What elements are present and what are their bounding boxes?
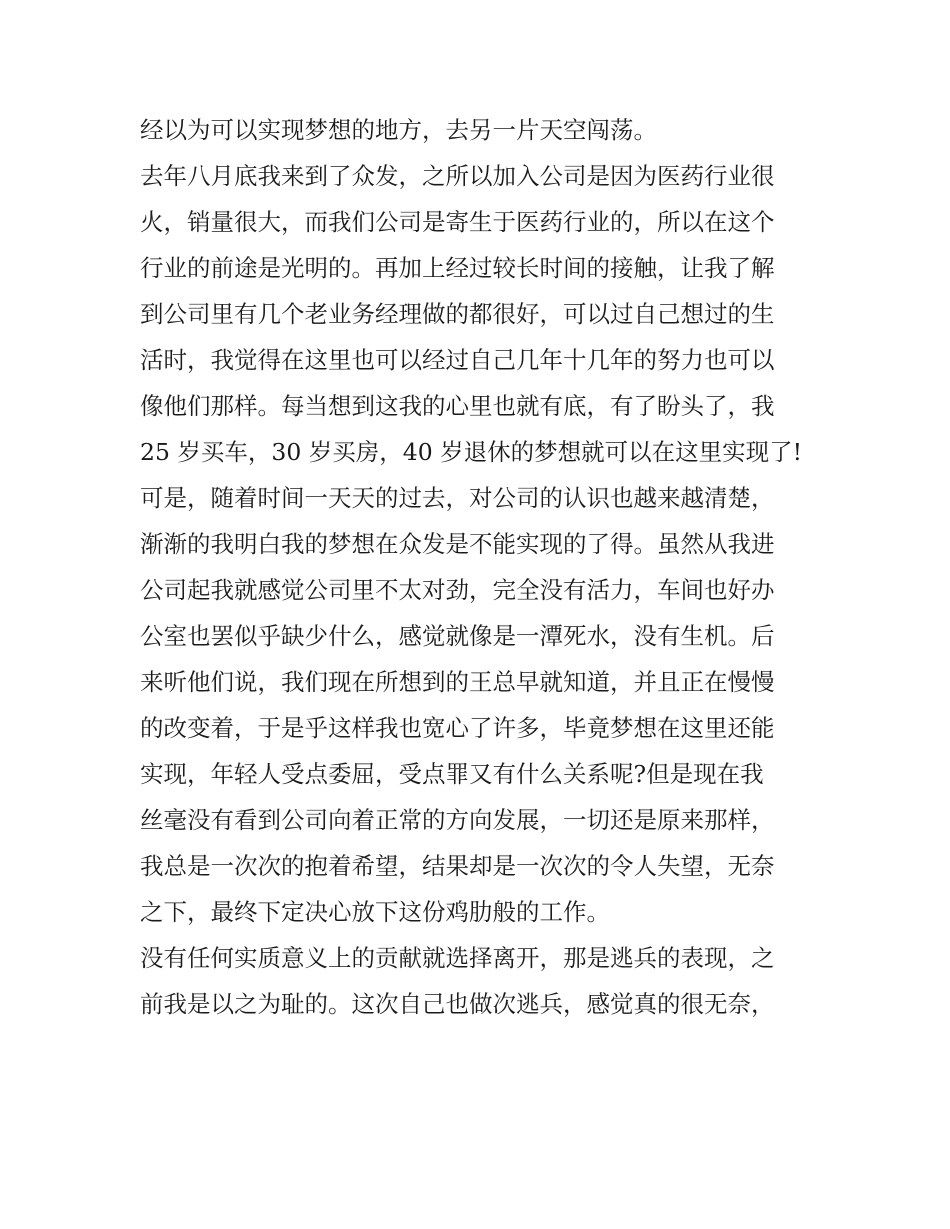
text-line: 实现，年轻人受点委屈，受点罪又有什么关系呢?但是现在我 [140, 760, 764, 788]
text-line: 之下，最终下定决心放下这份鸡肋般的工作。 [140, 898, 610, 926]
text-line: 25 岁买车，30 岁买房，40 岁退休的梦想就可以在这里实现了! [140, 438, 803, 466]
text-line: 的改变着，于是乎这样我也宽心了许多，毕竟梦想在这里还能 [140, 714, 775, 742]
text-line: 我总是一次次的抱着希望，结果却是一次次的令人失望，无奈 [140, 852, 775, 880]
text-line: 公司起我就感觉公司里不太对劲，完全没有活力，车间也好办 [140, 576, 775, 604]
text-line: 前我是以之为耻的。这次自己也做次逃兵，感觉真的很无奈， [140, 990, 775, 1018]
text-line: 经以为可以实现梦想的地方，去另一片天空闯荡。 [140, 116, 657, 144]
text-line: 火，销量很大，而我们公司是寄生于医药行业的，所以在这个 [140, 208, 775, 236]
text-line: 公室也罢似乎缺少什么，感觉就像是一潭死水，没有生机。后 [140, 622, 775, 650]
text-line: 像他们那样。每当想到这我的心里也就有底，有了盼头了，我 [140, 392, 775, 420]
text-line: 到公司里有几个老业务经理做的都很好，可以过自己想过的生 [140, 300, 775, 328]
text-line: 没有任何实质意义上的贡献就选择离开，那是逃兵的表现，之 [140, 944, 775, 972]
text-line: 来听他们说，我们现在所想到的王总早就知道，并且正在慢慢 [140, 668, 775, 696]
body-text [140, 107, 820, 1027]
text-line: 可是，随着时间一天天的过去，对公司的认识也越来越清楚， [140, 484, 775, 512]
text-line: 行业的前途是光明的。再加上经过较长时间的接触，让我了解 [140, 254, 775, 282]
text-line: 去年八月底我来到了众发，之所以加入公司是因为医药行业很 [140, 162, 775, 190]
text-line: 渐渐的我明白我的梦想在众发是不能实现的了得。虽然从我进 [140, 530, 775, 558]
text-line: 活时，我觉得在这里也可以经过自己几年十几年的努力也可以 [140, 346, 775, 374]
text-line: 丝毫没有看到公司向着正常的方向发展，一切还是原来那样， [140, 806, 775, 834]
